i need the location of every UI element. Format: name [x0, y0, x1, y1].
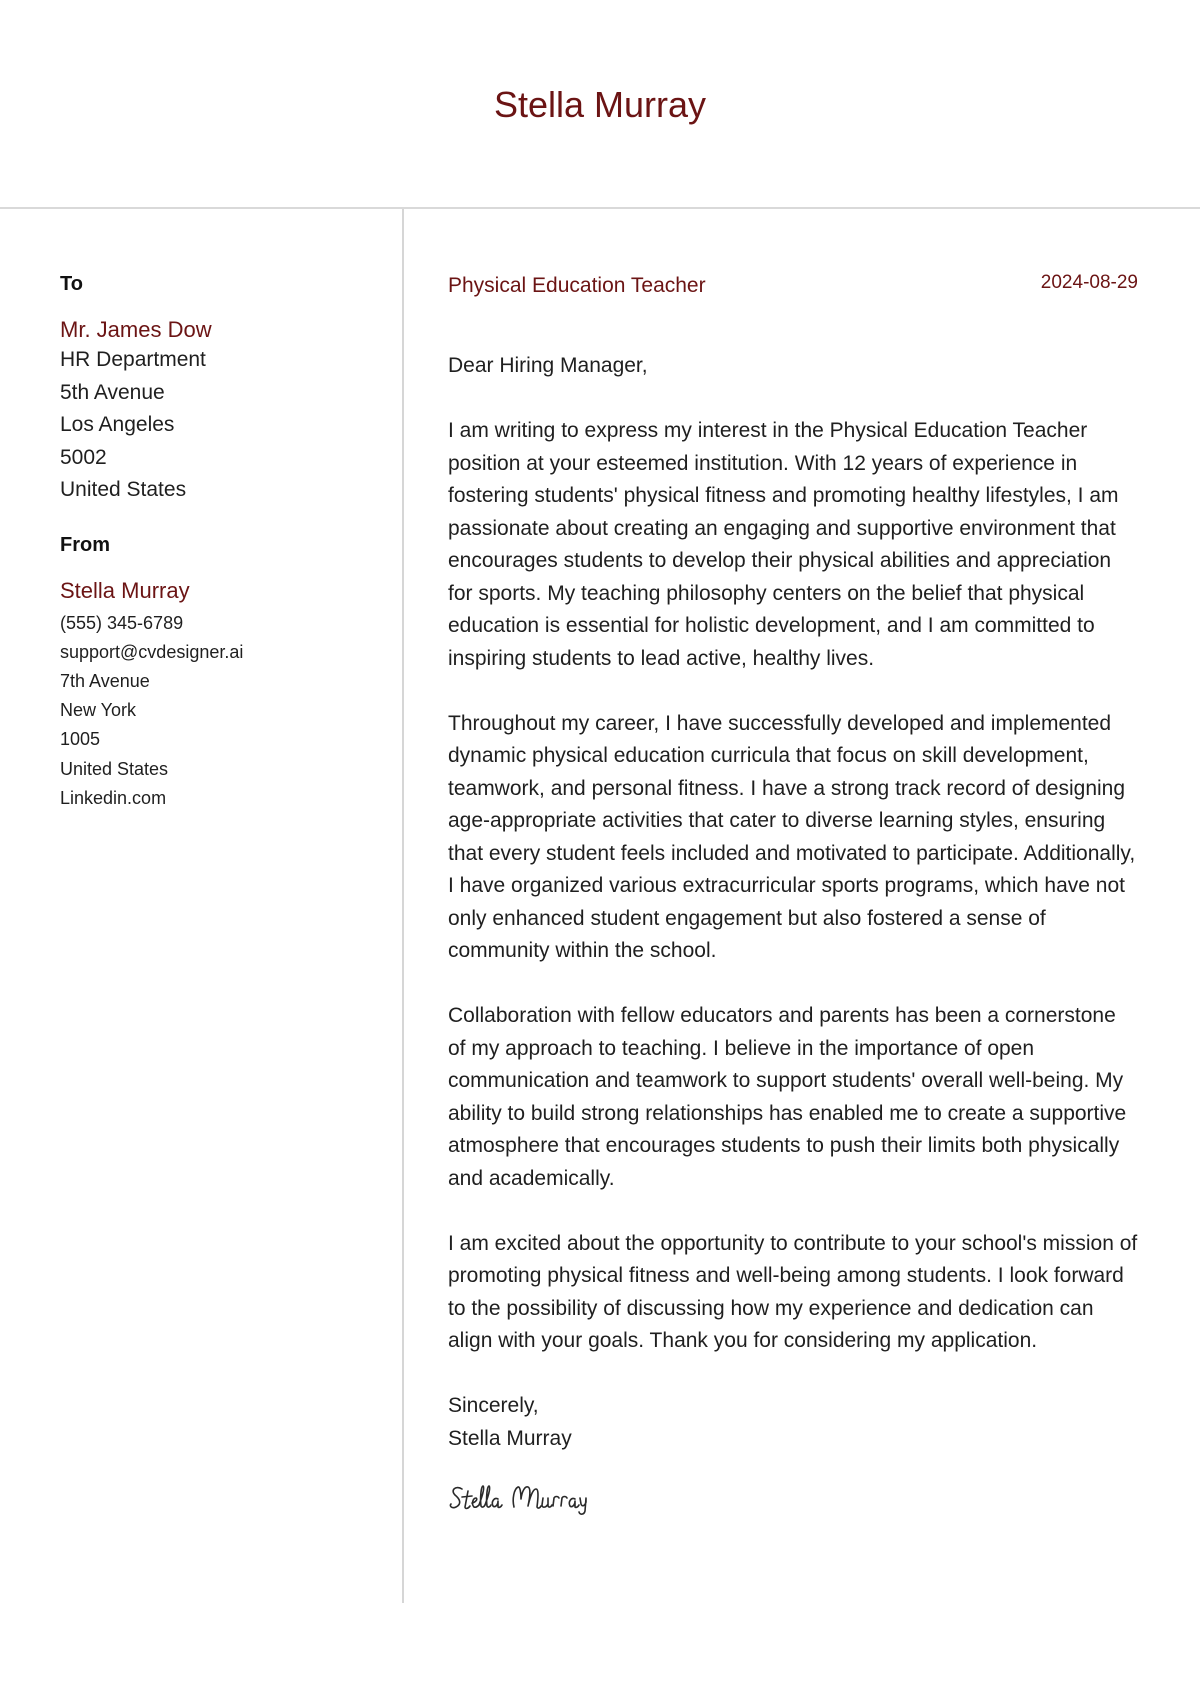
- recipient-line: 5002: [60, 445, 107, 469]
- letter-body: [448, 272, 1138, 1517]
- sender-phone: (555) 345-6789: [60, 612, 184, 633]
- signature: [448, 1477, 1138, 1517]
- recipient-line: HR Department: [60, 348, 206, 371]
- recipient-name: Mr. James Dow: [60, 317, 212, 342]
- letter-date: 2024-08-29: [1040, 272, 1138, 293]
- handwritten-signature: [448, 1477, 628, 1517]
- from-label: From: [60, 533, 110, 556]
- sender-zip: 1005: [60, 729, 101, 750]
- header-name: Stella Murray: [493, 84, 707, 125]
- recipient-line: 5th Avenue: [60, 380, 165, 404]
- body-paragraph: Throughout my career, I have successfully developed and implemented dynamic physical education curricula that focus on skill development, teamwork, and personal fitness. I have a strong track record of designing age-appropriate activities that cater to diverse learning styles, ensuring that every student feels included and motivated to participate. Additionally, I have organized various extracurricular sports programs, which have not only enhanced student engagement but also fostered a sense of community within the school.: [448, 711, 1136, 962]
- body-paragraph: I am excited about the opportunity to contribute to your school's mission of promoting physical fitness and well-being among students. I look forward to the possibility of discussing how my experience and dedication can align with your goals. Thank you for considering my application.: [448, 1231, 1138, 1352]
- recipient-line: United States: [60, 478, 187, 501]
- body-paragraph: I am writing to express my interest in the Physical Education Teacher position at your esteemed institution. With 12 years of experience in fostering students' physical fitness and promoting healthy lifestyles, I am passionate about creating an engaging and supportive environment that encourages students to develop their physical abilities and appreciation for sports. My teaching philosophy centers on the belief that physical education is essential for holistic development, and I am committed to inspiring students to lead active, healthy lives.: [448, 419, 1119, 670]
- closing-block: [448, 1390, 1138, 1455]
- closing-name: Stella Murray: [448, 1426, 572, 1450]
- column-divider: [402, 209, 404, 1603]
- salutation: Dear Hiring Manager,: [448, 354, 648, 377]
- sender-name: Stella Murray: [60, 577, 190, 603]
- recipient-line: Los Angeles: [60, 413, 175, 436]
- body-paragraph: Collaboration with fellow educators and parents has been a cornerstone of my approach to teaching. I believe in the importance of open communication and teamwork to support students' overall well-being. My ability to build strong relationships has enabled me to create a supportive atmosphere that encourages students to push their limits both physically and academically.: [448, 1004, 1127, 1190]
- sender-country: United States: [60, 758, 169, 779]
- sender-website: Linkedin.com: [60, 787, 167, 808]
- recipient-address: [60, 344, 380, 507]
- closing-phrase: Sincerely,: [448, 1394, 539, 1417]
- letter-header: [0, 0, 1200, 209]
- sidebar: [60, 272, 380, 813]
- sender-city: New York: [60, 700, 137, 721]
- letter-heading-row: [448, 272, 1138, 302]
- to-label: To: [60, 273, 83, 295]
- sender-street: 7th Avenue: [60, 670, 150, 691]
- sender-email: support@cvdesigner.ai: [60, 641, 244, 662]
- job-title: Physical Education Teacher: [448, 274, 706, 297]
- sender-contact: [60, 609, 380, 813]
